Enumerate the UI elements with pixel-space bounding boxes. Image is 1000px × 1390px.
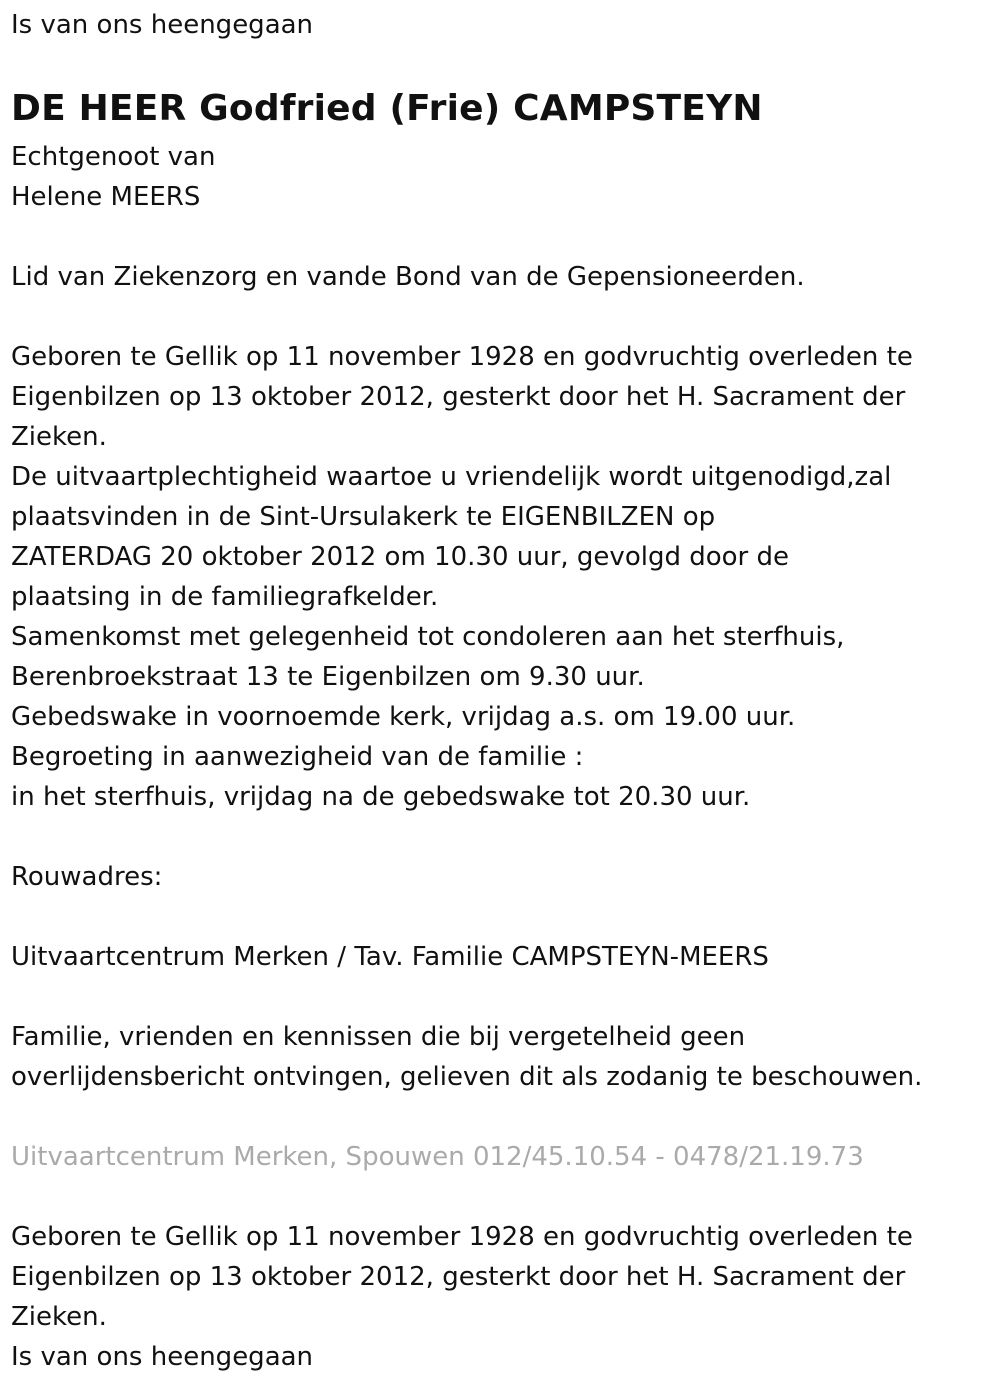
spouse-block	[11, 137, 1000, 217]
funeral-home-contact: Uitvaartcentrum Merken, Spouwen 012/45.10.54 - 0478/21.19.73	[11, 1142, 864, 1172]
mourning-address-label: Rouwadres:	[11, 862, 163, 892]
notice-block	[11, 1017, 1000, 1097]
details-line: Eigenbilzen op 13 oktober 2012, gesterkt door het H. Sacrament der	[11, 382, 906, 412]
summary-line: Eigenbilzen op 13 oktober 2012, gesterkt door het H. Sacrament der	[11, 1262, 906, 1292]
spacer	[11, 1097, 1000, 1137]
details-line: plaatsing in de familiegrafkelder.	[11, 582, 439, 612]
spouse-label: Echtgenoot van	[11, 142, 216, 172]
details-line: ZATERDAG 20 oktober 2012 om 10.30 uur, gevolgd door de	[11, 542, 789, 572]
summary-line: Geboren te Gellik op 11 november 1928 en godvruchtig overleden te	[11, 1222, 913, 1252]
deceased-name-title: DE HEER Godfried (Frie) CAMPSTEYN	[11, 88, 763, 129]
spacer	[11, 1177, 1000, 1217]
details-line: Geboren te Gellik op 11 november 1928 en godvruchtig overleden te	[11, 342, 913, 372]
notice-line: overlijdensbericht ontvingen, gelieven dit als zodanig te beschouwen.	[11, 1062, 923, 1092]
spouse-name: Helene MEERS	[11, 182, 201, 212]
summary-line: Is van ons heengegaan	[11, 1342, 314, 1372]
summary-line: Zieken.	[11, 1302, 107, 1332]
spacer	[11, 297, 1000, 337]
membership-text: Lid van Ziekenzorg en vande Bond van de Gepensioneerden.	[11, 262, 805, 292]
notice-line: Familie, vrienden en kennissen die bij vergetelheid geen	[11, 1022, 746, 1052]
details-line: Begroeting in aanwezigheid van de familie :	[11, 742, 584, 772]
details-line: Zieken.	[11, 422, 107, 452]
spacer	[11, 897, 1000, 937]
details-line: Berenbroekstraat 13 te Eigenbilzen om 9.30 uur.	[11, 662, 645, 692]
mourning-address: Uitvaartcentrum Merken / Tav. Familie CAMPSTEYN-MEERS	[11, 942, 769, 972]
spacer	[11, 817, 1000, 857]
details-line: plaatsvinden in de Sint-Ursulakerk te EIGENBILZEN op	[11, 502, 716, 532]
spacer	[11, 977, 1000, 1017]
details-block	[11, 337, 1000, 817]
details-line: De uitvaartplechtigheid waartoe u vriendelijk wordt uitgenodigd,zal	[11, 462, 892, 492]
summary-block	[11, 1217, 1000, 1377]
intro-text: Is van ons heengegaan	[11, 10, 314, 40]
details-line: in het sterfhuis, vrijdag na de gebedswake tot 20.30 uur.	[11, 782, 751, 812]
details-line: Gebedswake in voornoemde kerk, vrijdag a.s. om 19.00 uur.	[11, 702, 796, 732]
spacer	[11, 217, 1000, 257]
details-line: Samenkomst met gelegenheid tot condoleren aan het sterfhuis,	[11, 622, 845, 652]
